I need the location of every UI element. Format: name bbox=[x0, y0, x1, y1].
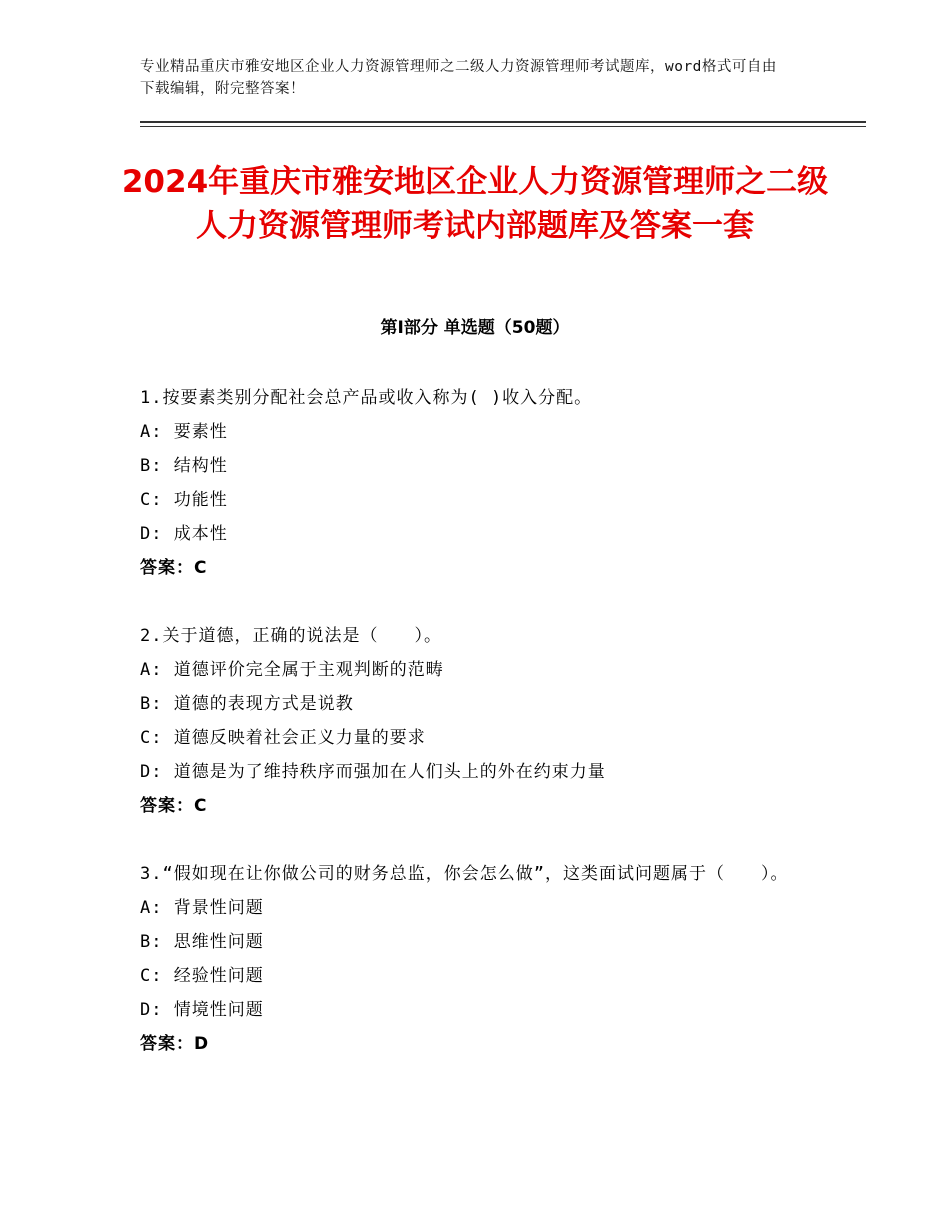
header-note: 专业精品重庆市雅安地区企业人力资源管理师之二级人力资源管理师考试题库，word格式可自由下载编辑，附完整答案！ bbox=[140, 59, 777, 97]
answer: 答案：C bbox=[140, 558, 208, 578]
header-rule-thin bbox=[140, 126, 866, 127]
option-c bbox=[140, 483, 820, 517]
option-a bbox=[140, 891, 820, 925]
option-text: 道德反映着社会正义力量的要求 bbox=[173, 728, 426, 748]
question-stem: 2.关于道德，正确的说法是（ ）。 bbox=[140, 626, 442, 646]
option-key: A: bbox=[140, 898, 163, 918]
option-key: B: bbox=[140, 932, 163, 952]
option-d bbox=[140, 517, 820, 551]
option-a bbox=[140, 415, 820, 449]
option-d bbox=[140, 755, 820, 789]
question-2 bbox=[140, 619, 820, 823]
option-b bbox=[140, 925, 820, 959]
option-c bbox=[140, 721, 820, 755]
option-text: 经验性问题 bbox=[173, 966, 264, 986]
option-text: 道德的表现方式是说教 bbox=[173, 694, 354, 714]
option-key: D: bbox=[140, 762, 163, 782]
option-text: 要素性 bbox=[173, 422, 228, 442]
option-key: B: bbox=[140, 694, 163, 714]
option-c bbox=[140, 959, 820, 993]
option-text: 道德评价完全属于主观判断的范畴 bbox=[173, 660, 444, 680]
option-text: 情境性问题 bbox=[173, 1000, 264, 1020]
question-1 bbox=[140, 381, 820, 585]
option-d bbox=[140, 993, 820, 1027]
option-text: 道德是为了维持秩序而强加在人们头上的外在约束力量 bbox=[173, 762, 606, 782]
option-key: A: bbox=[140, 660, 163, 680]
option-b bbox=[140, 687, 820, 721]
option-text: 思维性问题 bbox=[173, 932, 264, 952]
option-key: C: bbox=[140, 728, 163, 748]
answer: 答案：C bbox=[140, 796, 208, 816]
question-3 bbox=[140, 857, 820, 1061]
option-key: C: bbox=[140, 490, 163, 510]
header-rule-thick bbox=[140, 121, 866, 123]
document-title: 2024年重庆市雅安地区企业人力资源管理师之二级人力资源管理师考试内部题库及答案一套 bbox=[121, 164, 829, 244]
option-text: 功能性 bbox=[173, 490, 228, 510]
option-key: A: bbox=[140, 422, 163, 442]
option-key: C: bbox=[140, 966, 163, 986]
option-key: B: bbox=[140, 456, 163, 476]
option-text: 背景性问题 bbox=[173, 898, 264, 918]
question-stem: 3.“假如现在让你做公司的财务总监，你会怎么做”，这类面试问题属于（ ）。 bbox=[140, 864, 789, 884]
option-key: D: bbox=[140, 524, 163, 544]
question-stem: 1.按要素类别分配社会总产品或收入称为( )收入分配。 bbox=[140, 388, 593, 408]
section-title: 第Ⅰ部分 单选题（50题） bbox=[380, 318, 570, 338]
answer: 答案：D bbox=[140, 1034, 210, 1054]
option-b bbox=[140, 449, 820, 483]
option-text: 结构性 bbox=[173, 456, 228, 476]
option-a bbox=[140, 653, 820, 687]
option-text: 成本性 bbox=[173, 524, 228, 544]
option-key: D: bbox=[140, 1000, 163, 1020]
